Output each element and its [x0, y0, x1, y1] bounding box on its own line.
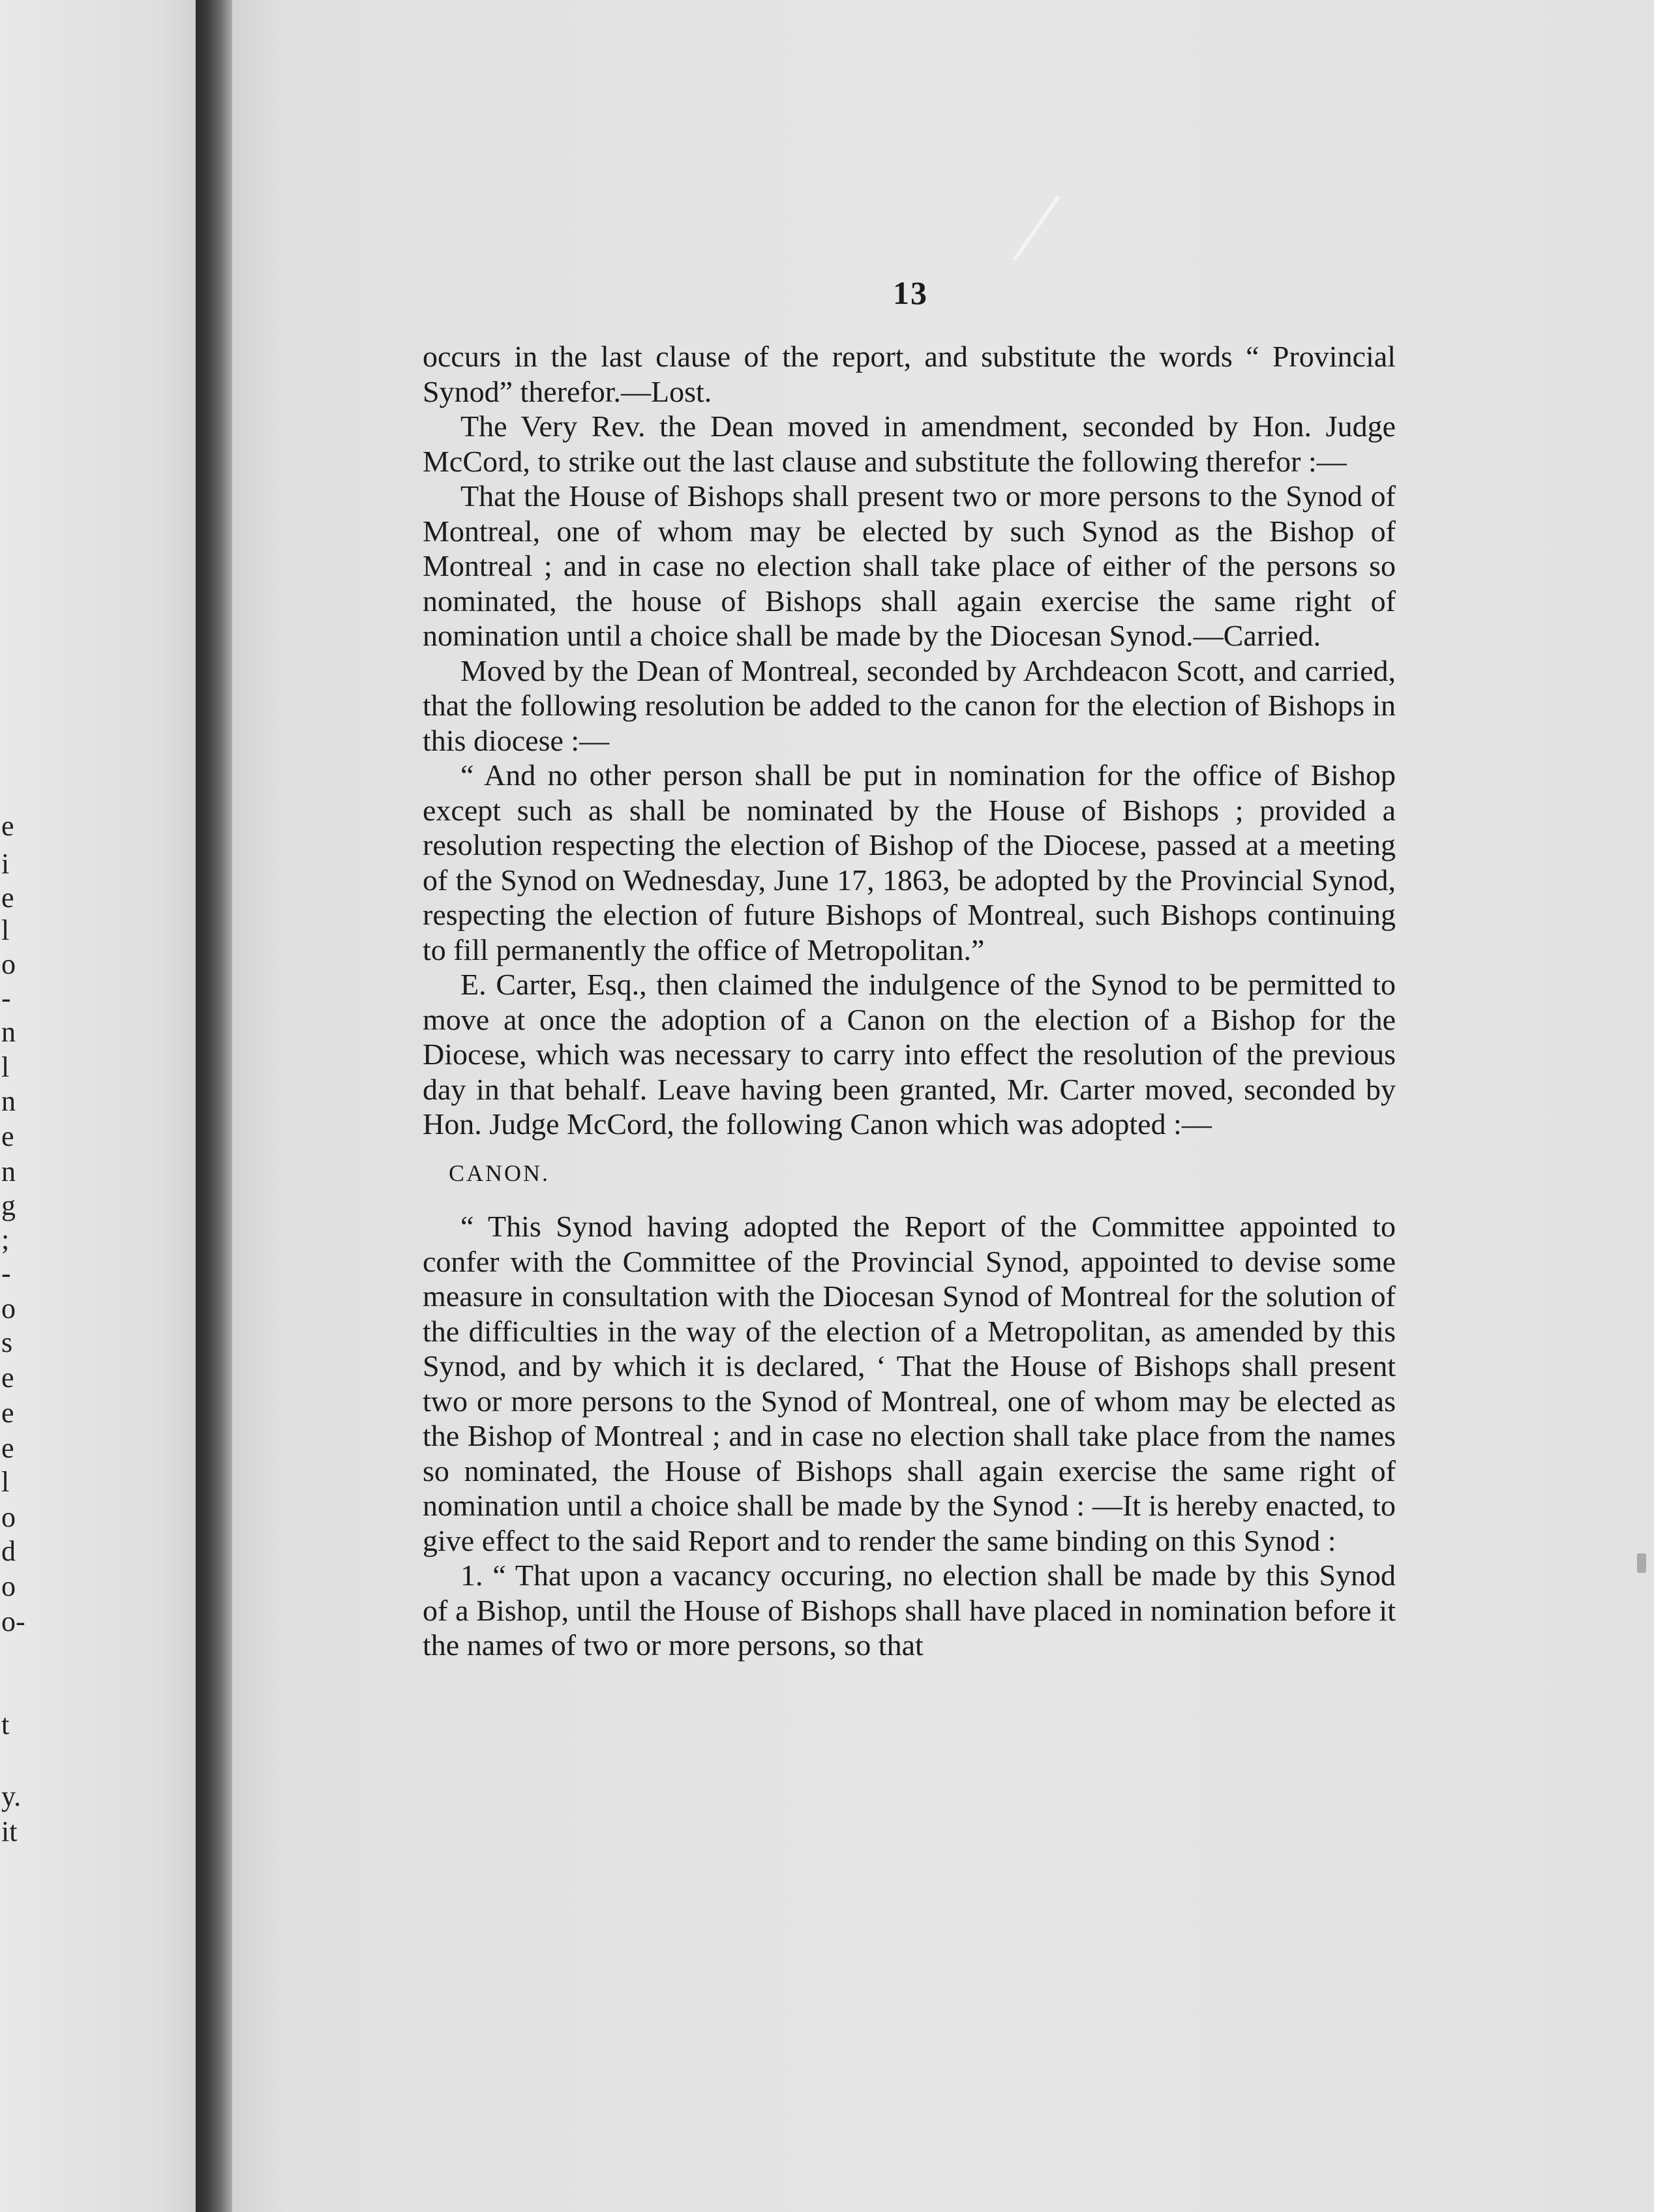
margin-fragment: -: [1, 1257, 11, 1289]
margin-fragment: -: [1, 982, 11, 1014]
margin-fragment: e: [1, 1362, 14, 1394]
canon-heading: CANON.: [449, 1159, 550, 1186]
margin-fragment: g: [1, 1189, 16, 1221]
margin-fragment: i: [1, 848, 10, 880]
margin-fragment: l: [1, 914, 10, 946]
margin-fragment: it: [1, 1816, 18, 1847]
margin-fragment: e: [1, 1432, 14, 1464]
margin-fragment: o: [1, 1501, 16, 1533]
book-gutter-shadow: [196, 0, 235, 2212]
body-text: [423, 339, 1396, 1663]
margin-fragment: o: [1, 1293, 16, 1324]
margin-fragment: o: [1, 1570, 16, 1602]
paragraph-1: occurs in the last clause of the report, and substitute the words “ Provincial Synod” therefor.—Lost.: [423, 340, 1396, 408]
margin-fragment: e: [1, 882, 14, 914]
paragraph-4: Moved by the Dean of Montreal, seconded by Archdeacon Scott, and carried, that the following resolution be added to the canon for the election of Bishops in this diocese :—: [423, 653, 1396, 757]
margin-fragment: t: [1, 1709, 10, 1741]
margin-fragment: o: [1, 948, 16, 980]
facing-page-margin-text: [0, 0, 25, 2212]
margin-fragment: n: [1, 1085, 16, 1117]
margin-fragment: y.: [1, 1780, 22, 1812]
margin-fragment: o-: [1, 1606, 25, 1637]
page-number: 13: [893, 275, 928, 311]
margin-fragment: e: [1, 1397, 14, 1429]
paragraph-5: “ And no other person shall be put in nomination for the office of Bishop except such as shall be nominated by the House of Bishops ; provided a resolution respecting the election of Bishop of the Diocese, passed at a meeting of the Synod on Wednesday, June 17, 1863, be adopted by the Provincial Synod, respecting the election of future Bishops of Montreal, such Bishops continuing to fill permanently the office of Metropolitan.”: [423, 758, 1396, 966]
canon-paragraph-2: 1. “ That upon a vacancy occuring, no election shall be made by this Synod of a Bishop, until the House of Bishops shall have placed in nomination before it the names of two or more persons, so that: [423, 1559, 1396, 1662]
facing-page: [0, 0, 203, 2212]
margin-fragment: l: [1, 1466, 10, 1498]
margin-fragment: n: [1, 1016, 16, 1048]
margin-fragment: n: [1, 1156, 16, 1188]
margin-fragment: s: [1, 1326, 13, 1358]
paragraph-6: E. Carter, Esq., then claimed the indulgence of the Synod to be permitted to move at once the adoption of a Canon on the election of a Bishop for the Diocese, which was necessary to carry into effect the resolution of the previous day in that behalf. Leave having been granted, Mr. Carter moved, seconded by Hon. Judge McCord, the following Canon which was adopted :—: [423, 968, 1396, 1141]
margin-fragment: d: [1, 1535, 16, 1567]
paragraph-2: The Very Rev. the Dean moved in amendment, seconded by Hon. Judge McCord, to strike out the last clause and substitute the following therefor :—: [423, 410, 1396, 478]
margin-fragment: e: [1, 1120, 14, 1152]
canon-paragraph-1: “ This Synod having adopted the Report of the Committee appointed to confer with the Committee of the Provincial Synod, appointed to devise some measure in consultation with the Diocesan Synod of Montreal for the solution of the difficulties in the way of the election of a Metropolitan, as amended by this Synod, and by which it is declared, ‘ That the House of Bishops shall present two or more persons to the Synod of Montreal, one of whom may be elected as the Bishop of Montreal ; and in case no election shall take place from the names so nominated, the House of Bishops shall again exercise the same right of nomination until a choice shall be made by the Synod : —It is hereby enacted, to give effect to the said Report and to render the same binding on this Synod :: [423, 1210, 1396, 1557]
margin-fragment: ;: [1, 1223, 10, 1255]
paragraph-3: That the House of Bishops shall present two or more persons to the Synod of Montreal, one of whom may be elected by such Synod as the Bishop of Montreal ; and in case no election shall take place of either of the persons so nominated, the house of Bishops shall again exercise the same right of nomination until a choice shall be made by the Diocesan Synod.—Carried.: [423, 479, 1396, 652]
margin-fragment: l: [1, 1051, 10, 1083]
margin-fragment: e: [1, 810, 14, 842]
ink-speck: [1637, 1553, 1646, 1573]
